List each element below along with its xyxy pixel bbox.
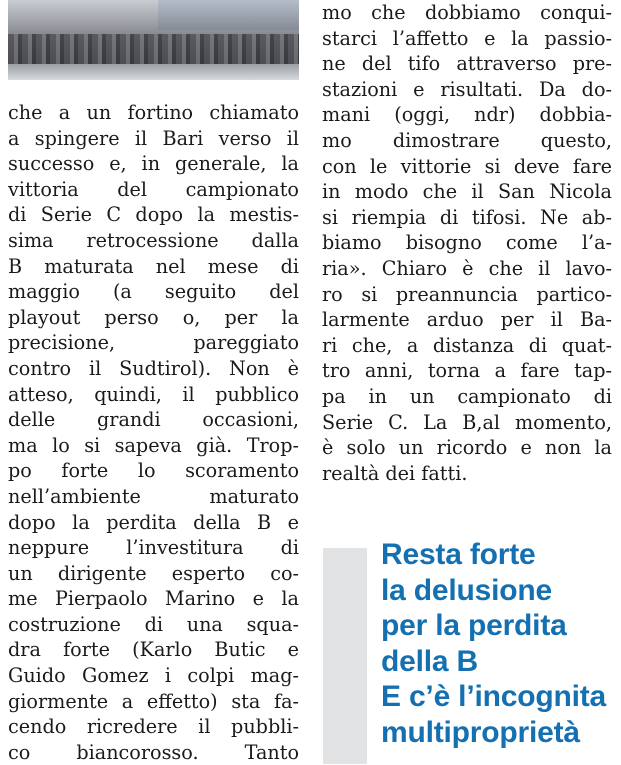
text-line: playout perso o, per la <box>8 305 299 329</box>
pull-quote <box>381 537 617 750</box>
article-column-right <box>322 0 612 486</box>
text-line: pa in un campionato di <box>322 384 612 408</box>
text-line: si riempia di tifosi. Ne ab- <box>322 205 612 229</box>
text-line: co biancorosso. Tanto <box>8 740 299 764</box>
text-line: precisione, pareggiato <box>8 331 299 355</box>
text-line: con le vittorie si deve fare <box>322 154 612 178</box>
pull-quote-bar <box>323 548 367 764</box>
text-line: cendo ricredere il pubbli- <box>8 715 299 739</box>
text-line: neppure l’investitura di <box>8 536 299 560</box>
text-line: atteso, quindi, il pubblico <box>8 382 299 406</box>
text-line: B maturata nel mese di <box>8 254 299 278</box>
text-line: starci l’affetto e la passio- <box>322 26 612 50</box>
text-line: che a un fortino chiamato <box>8 101 299 124</box>
text-line: giormente a effetto) sta fa- <box>8 689 299 713</box>
text-line: è solo un ricordo e non la <box>322 436 612 460</box>
text-line: ma lo si sapeva già. Trop- <box>8 433 299 457</box>
text-line: delle grandi occasioni, <box>8 408 299 432</box>
text-line: larmente arduo per il Ba- <box>322 308 612 332</box>
photo-pitch <box>8 64 299 80</box>
pull-quote-line: per la perdita <box>381 609 567 642</box>
text-line: contro il Sudtirol). Non è <box>8 356 299 380</box>
text-line: tro anni, torna a fare tap- <box>322 359 612 383</box>
pull-quote-line: multiproprietà <box>381 715 580 749</box>
text-line: nell’ambiente maturato <box>8 484 299 508</box>
text-line: dopo la perdita della B e <box>8 510 299 534</box>
text-line: mani (oggi, ndr) dobbia- <box>322 103 612 127</box>
text-line: in modo che il San Nicola <box>322 180 612 204</box>
text-line: un dirigente esperto co- <box>8 561 299 585</box>
pull-quote-line: E c’è l’incognita <box>381 680 606 713</box>
text-line: di Serie C dopo la mestis- <box>8 203 299 227</box>
text-line: stazioni e risultati. Da do- <box>322 77 612 101</box>
text-line: ria». Chiaro è che il lavo- <box>322 256 612 280</box>
article-photo <box>8 0 299 80</box>
text-line: ro si preannuncia partico- <box>322 282 612 306</box>
text-line: costruzione di una squa- <box>8 612 299 636</box>
text-line: biamo bisogno come l’a- <box>322 231 612 255</box>
text-line: Guido Gomez i colpi mag- <box>8 664 299 688</box>
text-line: realtà dei fatti. <box>322 461 468 485</box>
text-line: sima retrocessione dalla <box>8 228 299 252</box>
text-line: a spingere il Bari verso il <box>8 126 299 150</box>
text-line: Serie C. La B,al momento, <box>322 410 612 434</box>
text-line: mo che dobbiamo conqui- <box>322 1 612 24</box>
text-line: successo e, in generale, la <box>8 152 299 176</box>
text-line: vittoria del campionato <box>8 177 299 201</box>
text-line: ri che, a distanza di quat- <box>322 333 612 357</box>
pull-quote-line: Resta forte <box>381 538 536 571</box>
text-line: me Pierpaolo Marino e la <box>8 587 299 611</box>
photo-sky <box>158 0 299 30</box>
pull-quote-line: la delusione <box>381 573 552 607</box>
text-line: maggio (a seguito del <box>8 280 299 304</box>
pull-quote-line: della B <box>381 644 478 678</box>
text-line: mo dimostrare questo, <box>322 128 612 152</box>
text-line: dra forte (Karlo Butic e <box>8 638 299 662</box>
text-line: po forte lo scoramento <box>8 459 299 483</box>
text-line: ne del tifo attraverso pre- <box>322 52 612 76</box>
article-column-left <box>8 100 299 765</box>
